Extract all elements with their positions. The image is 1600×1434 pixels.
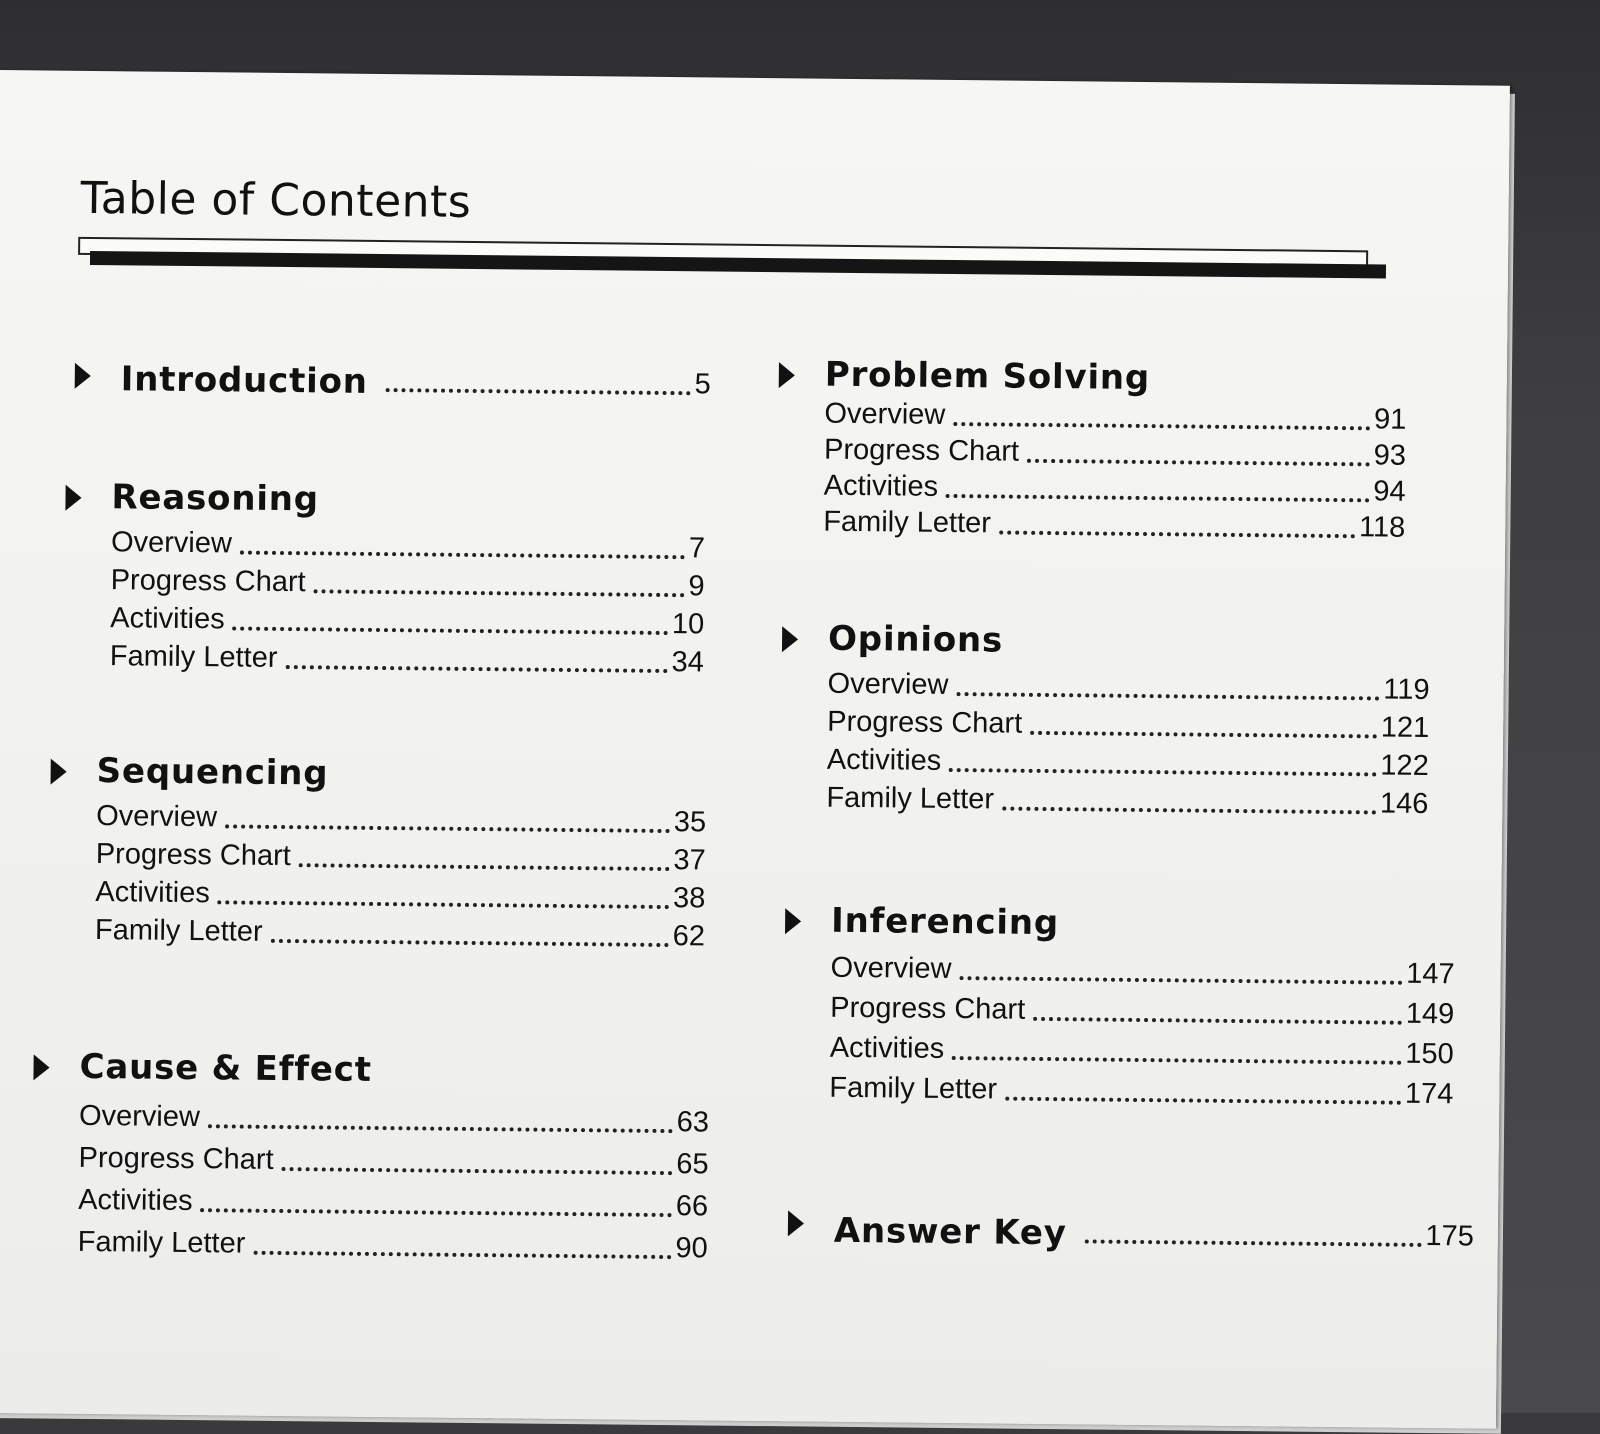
entry-label: Overview	[827, 667, 949, 701]
page-number: 150	[1405, 1037, 1454, 1071]
toc-entry	[79, 1091, 709, 1140]
leader-dots	[285, 665, 667, 673]
leader-dots	[218, 900, 669, 909]
entry-label: Progress Chart	[827, 705, 1023, 740]
toc-entry	[824, 467, 1406, 509]
leader-dots	[952, 1056, 1401, 1065]
page-number: 38	[672, 882, 706, 915]
page-number: 65	[676, 1148, 709, 1181]
toc-entry	[827, 663, 1429, 707]
toc-entry	[829, 1065, 1453, 1112]
triangle-bullet-icon	[51, 759, 67, 785]
leader-dots	[1002, 807, 1376, 815]
page-number: 93	[1373, 439, 1407, 472]
entry-list	[32, 1090, 710, 1265]
triangle-bullet-icon	[788, 1210, 804, 1236]
entry-label: Family Letter	[109, 640, 278, 674]
page-number: 146	[1379, 787, 1429, 820]
leader-dots	[1085, 1239, 1422, 1247]
triangle-bullet-icon	[782, 626, 798, 652]
entry-label: Activities	[826, 743, 942, 777]
entry-label: Activities	[823, 469, 939, 503]
toc-entry	[110, 559, 704, 603]
section-inferencing	[783, 900, 1455, 1111]
entry-label: Activities	[829, 1031, 945, 1065]
page-number: 37	[673, 844, 706, 877]
entry-label: Overview	[830, 951, 952, 986]
entry-label: Family Letter	[77, 1225, 246, 1260]
page-number: 91	[1373, 403, 1407, 436]
entry-label: Family Letter	[94, 914, 263, 948]
toc-entry	[95, 871, 705, 915]
page-number: 9	[688, 570, 705, 603]
entry-label: Progress Chart	[830, 991, 1026, 1026]
page-number: 7	[688, 532, 706, 565]
triangle-bullet-icon	[779, 362, 795, 388]
section-title: Opinions	[827, 618, 1004, 661]
entry-label: Overview	[110, 526, 233, 560]
page-number: 119	[1383, 673, 1430, 707]
entry-label: Activities	[110, 602, 225, 636]
leader-dots	[1027, 459, 1370, 467]
leader-dots	[314, 589, 685, 597]
triangle-bullet-icon	[75, 363, 91, 389]
entry-label: Overview	[824, 397, 946, 431]
leader-dots	[386, 388, 691, 395]
entry-list	[777, 394, 1406, 545]
toc-entry	[830, 945, 1454, 992]
toc-entry	[110, 597, 704, 641]
section-introduction	[75, 355, 711, 406]
leader-dots	[1030, 731, 1377, 739]
page-number: 35	[673, 806, 707, 839]
entry-label: Progress Chart	[110, 564, 306, 599]
toc-entry	[823, 503, 1405, 545]
section-title: Sequencing	[96, 751, 329, 794]
leader-dots	[208, 1124, 673, 1133]
leader-dots	[270, 939, 668, 947]
entry-label: Activities	[78, 1183, 193, 1218]
leader-dots	[959, 976, 1402, 985]
entry-list	[49, 795, 707, 954]
section-title: Cause & Effect	[79, 1046, 372, 1090]
entry-label: Activities	[95, 876, 210, 910]
section-sequencing	[49, 751, 707, 954]
toc-entry	[824, 395, 1406, 437]
toc-entry	[830, 985, 1454, 1032]
leader-dots	[999, 530, 1355, 538]
triangle-bullet-icon	[65, 485, 81, 511]
toc-entry	[824, 431, 1406, 473]
leader-dots	[946, 494, 1369, 502]
page-number: 122	[1380, 749, 1429, 782]
section-title: Reasoning	[111, 477, 320, 520]
triangle-bullet-icon	[33, 1054, 49, 1080]
page-number: 90	[675, 1232, 708, 1265]
page-number: 175	[1425, 1219, 1475, 1253]
leader-dots	[282, 1167, 673, 1175]
entry-list	[64, 521, 706, 680]
toc-entry	[78, 1217, 708, 1266]
entry-label: Family Letter	[829, 1071, 998, 1106]
page-number: 62	[672, 920, 706, 953]
leader-dots	[233, 626, 668, 635]
page-number: 121	[1380, 711, 1430, 745]
leader-dots	[200, 1208, 671, 1217]
leader-dots	[225, 824, 670, 833]
section-problem-solving	[777, 354, 1407, 545]
entry-label: Family Letter	[826, 781, 995, 816]
section-opinions	[780, 618, 1430, 821]
entry-label: Progress Chart	[95, 838, 291, 873]
leader-dots	[1005, 1097, 1401, 1105]
toc-entry	[96, 795, 706, 839]
toc-entry	[826, 777, 1428, 821]
section-title: Introduction	[120, 359, 368, 402]
page-number: 147	[1406, 957, 1455, 991]
section-title: Problem Solving	[824, 354, 1151, 399]
page-number: 34	[671, 646, 705, 679]
toc-entry	[78, 1133, 708, 1182]
leader-dots	[253, 1251, 671, 1259]
leader-dots	[240, 551, 685, 560]
page-number: 10	[671, 608, 705, 641]
page-number: 63	[676, 1106, 710, 1139]
leader-dots	[299, 863, 670, 871]
triangle-bullet-icon	[785, 908, 801, 934]
entry-label: Progress Chart	[78, 1141, 274, 1176]
toc-entry	[111, 521, 705, 565]
book-page	[0, 70, 1510, 1429]
entry-list	[780, 662, 1430, 821]
entry-label: Overview	[78, 1099, 201, 1134]
leader-dots	[1033, 1017, 1402, 1025]
section-answer-key	[788, 1202, 1474, 1257]
toc-entry	[830, 1025, 1454, 1072]
leader-dots	[956, 692, 1379, 700]
section-title: Answer Key	[833, 1210, 1067, 1254]
entry-label: Progress Chart	[823, 433, 1020, 468]
page-number: 118	[1358, 511, 1406, 544]
section-cause-effect	[32, 1046, 710, 1265]
entry-label: Overview	[96, 800, 218, 834]
toc-entry	[827, 701, 1429, 745]
page-number: 66	[675, 1190, 709, 1223]
entry-label: Family Letter	[823, 505, 992, 540]
page-number: 5	[694, 368, 711, 401]
toc-entry	[95, 909, 705, 953]
leader-dots	[953, 422, 1370, 430]
section-title: Inferencing	[830, 900, 1060, 944]
toc-entry	[96, 833, 706, 877]
toc-entry	[110, 635, 704, 679]
entry-list	[783, 944, 1455, 1111]
section-reasoning	[64, 477, 706, 680]
page-number: 149	[1405, 997, 1455, 1031]
page-number: 174	[1404, 1077, 1454, 1111]
page-number: 94	[1373, 475, 1406, 508]
toc-entry	[78, 1175, 708, 1224]
toc-entry	[827, 739, 1429, 783]
page-title: Table of Contents	[80, 172, 472, 228]
leader-dots	[949, 768, 1376, 776]
